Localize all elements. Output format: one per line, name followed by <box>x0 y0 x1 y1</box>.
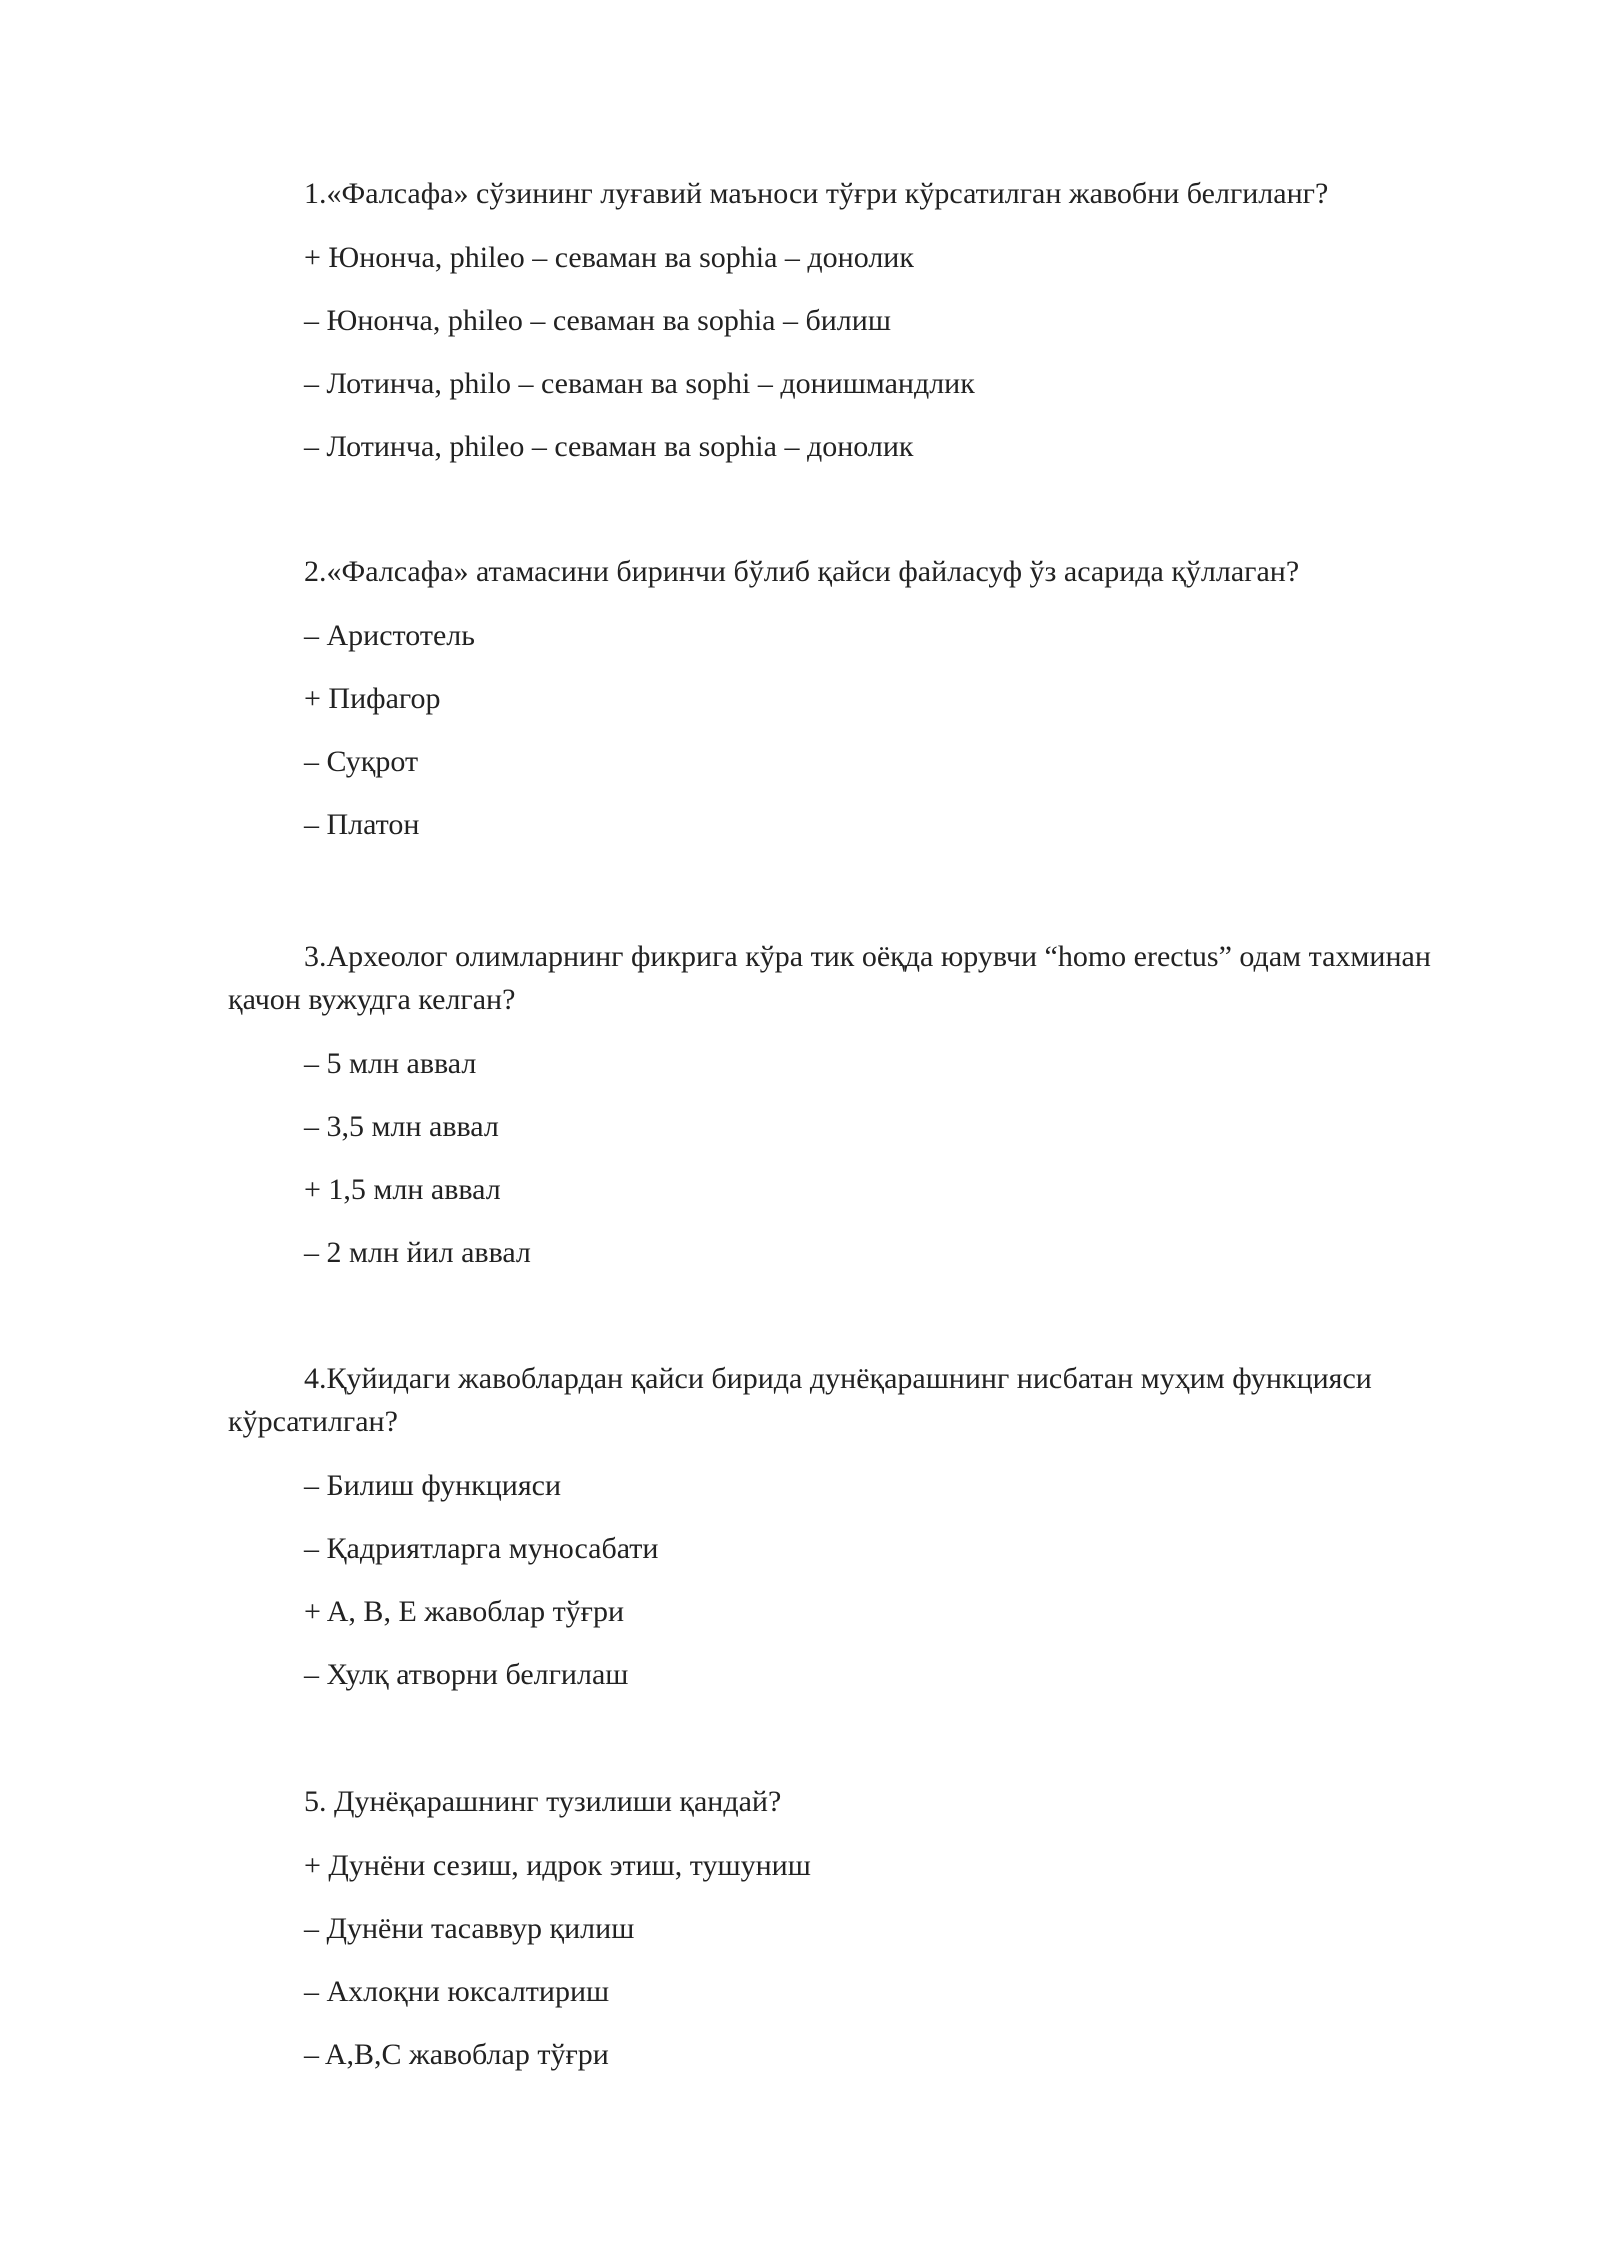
question-text: 2.«Фалсафа» атамасини биринчи бўлиб қайси файласуф ўз асарида қўллаган? <box>304 555 1300 588</box>
answer-option: + 1,5 млн аввал <box>304 1173 501 1206</box>
answer-option: – Юнонча, phileo – севаман ва sophia – билиш <box>304 304 891 337</box>
question-5 <box>228 1780 1468 2076</box>
answer-option: – Платон <box>304 808 420 841</box>
answer-option: – 3,5 млн аввал <box>304 1110 499 1143</box>
answer-option: + Пифагор <box>304 682 441 715</box>
answer-options <box>228 1464 1468 1696</box>
answer-option: – Аристотель <box>304 619 475 652</box>
answer-option: + A, B, E жавоблар тўғри <box>304 1595 625 1628</box>
question-1 <box>228 172 1468 468</box>
answer-option: – Дунёни тасаввур қилиш <box>304 1912 635 1945</box>
answer-option: – 5 млн аввал <box>304 1047 477 1080</box>
answer-options <box>228 1042 1468 1274</box>
answer-option: – Лотинча, phileo – севаман ва sophia – донолик <box>304 430 914 463</box>
answer-option: – A,B,C жавоблар тўғри <box>304 2038 609 2071</box>
question-text: 3.Археолог олимларнинг фикрига кўра тик оёқда юрувчи “homo erectus” одам тахминан қачон вужудга келган? <box>228 940 1431 1016</box>
question-text: 5. Дунёқарашнинг тузилиши қандай? <box>304 1785 782 1818</box>
answer-option: – Билиш функцияси <box>304 1469 562 1502</box>
answer-option: – Қадриятларга муносабати <box>304 1532 659 1565</box>
answer-options <box>228 1844 1468 2076</box>
answer-options <box>228 614 1468 846</box>
answer-option: + Дунёни сезиш, идрок этиш, тушуниш <box>304 1849 811 1882</box>
question-text: 1.«Фалсафа» сўзининг луғавий маъноси тўғри кўрсатилган жавобни белгиланг? <box>304 177 1329 210</box>
answer-option: – Лотинча, philo – севаман ва sophi – донишмандлик <box>304 367 975 400</box>
answer-option: – Ахлоқни юксалтириш <box>304 1975 610 2008</box>
question-4 <box>228 1357 1468 1696</box>
question-text: 4.Қуйидаги жавоблардан қайси бирида дунёқарашнинг нисбатан муҳим функцияси кўрсатилган? <box>228 1362 1372 1438</box>
answer-options <box>228 236 1468 468</box>
answer-option: – Хулқ атворни белгилаш <box>304 1658 629 1691</box>
answer-option: – 2 млн йил аввал <box>304 1236 531 1269</box>
question-2 <box>228 550 1468 846</box>
question-3 <box>228 935 1468 1274</box>
answer-option: – Суқрот <box>304 745 419 778</box>
answer-option: + Юнонча, phileo – севаман ва sophia – донолик <box>304 241 914 274</box>
